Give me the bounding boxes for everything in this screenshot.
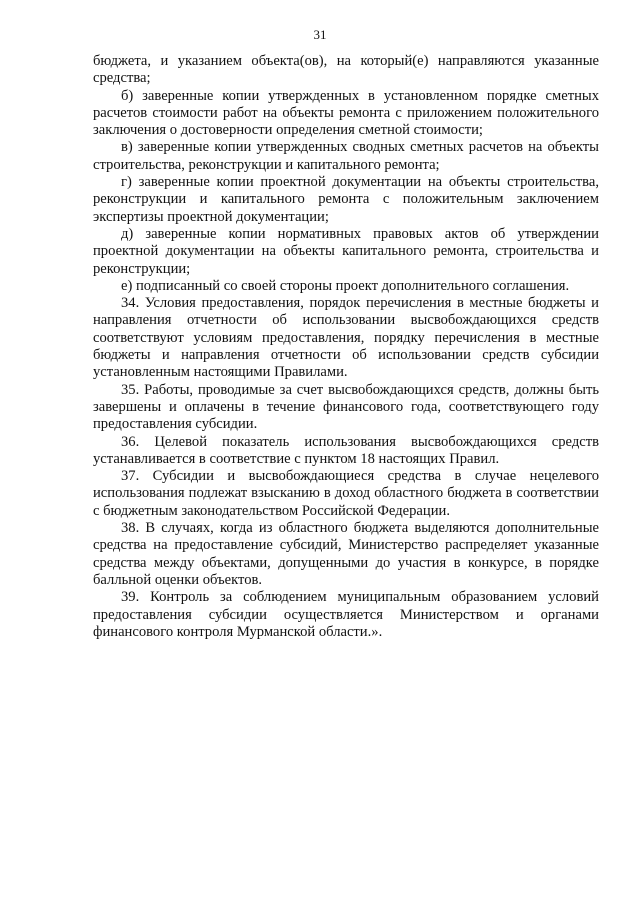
- paragraph-39: 39. Контроль за соблюдением муниципальным образованием условий предоставления субсидии осуществляется Министерством и органами финансового контроля Мурманской области.».: [93, 589, 599, 640]
- paragraph-35: 35. Работы, проводимые за счет высвобождающихся средств, должны быть завершены и оплачены в течение финансового года, соответствующего году предоставления субсидии.: [93, 381, 599, 433]
- paragraph-continuation: бюджета, и указанием объекта(ов), на который(е) направляются указанные средства;: [93, 53, 599, 87]
- paragraph-38: 38. В случаях, когда из областного бюджета выделяются дополнительные средства на предоставление субсидий, Министерство распределяет указанные средства между объектами, допущенными до участия в конкурсе, в порядке балльной оценки объектов.: [93, 520, 599, 588]
- document-body: [93, 53, 599, 641]
- paragraph-item-e: е) подписанный со своей стороны проект дополнительного соглашения.: [121, 277, 570, 294]
- paragraph-item-d: д) заверенные копии нормативных правовых актов об утверждении проектной документации на объекты капитального ремонта, строительства и реконструкции;: [93, 225, 599, 277]
- paragraph-34: 34. Условия предоставления, порядок перечисления в местные бюджеты и направления отчетности об использовании высвобождающихся средств соответствуют условиям предоставления, порядку перечисления в местные бюджеты и направления отчетности об использовании средств субсидии установленным настоящими Правилами.: [93, 295, 599, 381]
- paragraph-item-v: в) заверенные копии утвержденных сводных сметных расчетов на объекты строительства, реконструкции и капитального ремонта;: [93, 139, 599, 173]
- paragraph-37: 37. Субсидии и высвобождающиеся средства в случае нецелевого использования подлежат взысканию в доход областного бюджета в соответствии с бюджетным законодательством Российской Федерации.: [93, 468, 599, 519]
- paragraph-36: 36. Целевой показатель использования высвобождающихся средств устанавливается в соответствие с пунктом 18 настоящих Правил.: [93, 433, 599, 467]
- page-number: 31: [313, 27, 327, 42]
- paragraph-item-b: б) заверенные копии утвержденных в установленном порядке сметных расчетов стоимости работ на объекты ремонта с приложением положительного заключения о достоверности определения сметной стоимости;: [93, 87, 599, 139]
- paragraph-item-g: г) заверенные копии проектной документации на объекты строительства, реконструкции и капитального ремонта с положительным заключением экспертизы проектной документации;: [93, 174, 599, 225]
